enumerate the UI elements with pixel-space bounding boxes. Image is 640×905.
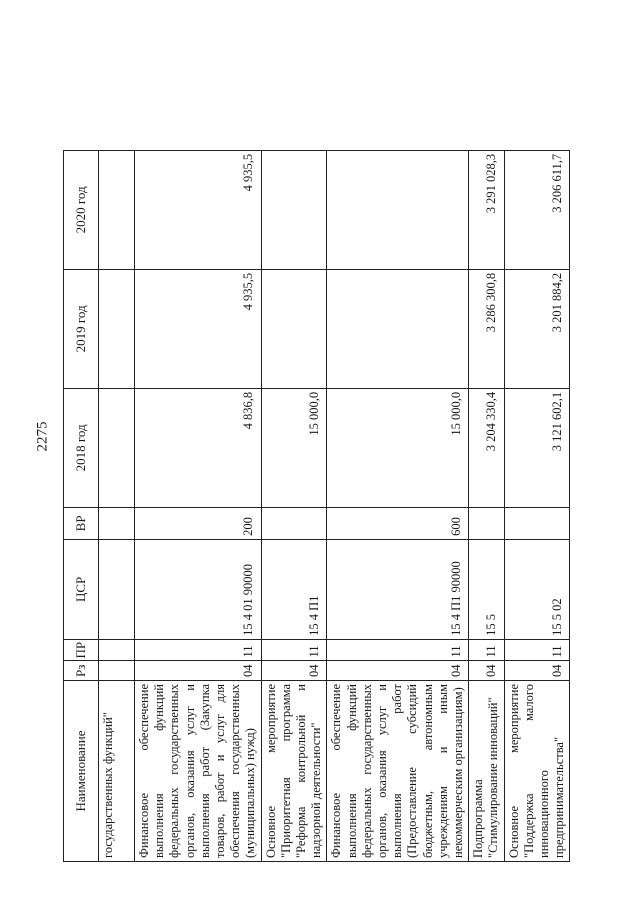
table-row bbox=[99, 150, 135, 861]
row-vr bbox=[504, 507, 570, 539]
row-2020 bbox=[261, 150, 327, 269]
row-2019: 3 286 300,8 bbox=[469, 269, 504, 388]
header-csr: ЦСР bbox=[64, 539, 99, 639]
header-vr: ВР bbox=[64, 507, 99, 539]
row-name: Финансовое обеспечение выполнения функций федеральных государственных органов, оказания услуг и выполнения работ (Предоставление субсидий бюджетным, автономным учреждениям и иным некоммерческим организациям) bbox=[327, 681, 469, 862]
row-2020 bbox=[327, 150, 469, 269]
row-csr: 15 5 bbox=[469, 539, 504, 639]
header-name: Наименование bbox=[64, 681, 99, 862]
row-rz: 04 bbox=[135, 661, 262, 681]
row-csr: 15 4 П1 bbox=[261, 539, 327, 639]
page-number: 2275 bbox=[34, 421, 51, 452]
row-2019: 4 935,5 bbox=[135, 269, 262, 388]
row-csr bbox=[99, 539, 135, 639]
row-name: Основное мероприятие "Приоритетная программа "Реформа контрольной и надзорной деятельности" bbox=[261, 681, 327, 862]
row-rz: 04 bbox=[261, 661, 327, 681]
row-2019: 3 201 884,2 bbox=[504, 269, 570, 388]
table-row bbox=[469, 150, 504, 861]
row-vr: 600 bbox=[327, 507, 469, 539]
header-2018: 2018 год bbox=[64, 388, 99, 507]
row-name: Подпрограмма "Стимулирование инноваций" bbox=[469, 681, 504, 862]
row-pr: 11 bbox=[327, 639, 469, 661]
row-pr bbox=[99, 639, 135, 661]
row-name: государственных функций" bbox=[99, 681, 135, 862]
row-pr: 11 bbox=[504, 639, 570, 661]
row-rz: 04 bbox=[469, 661, 504, 681]
row-2019 bbox=[261, 269, 327, 388]
row-2020: 3 291 028,3 bbox=[469, 150, 504, 269]
row-vr bbox=[99, 507, 135, 539]
header-row bbox=[64, 150, 99, 861]
row-pr: 11 bbox=[261, 639, 327, 661]
row-vr: 200 bbox=[135, 507, 262, 539]
header-2019: 2019 год bbox=[64, 269, 99, 388]
header-2020: 2020 год bbox=[64, 150, 99, 269]
row-2018: 15 000,0 bbox=[327, 388, 469, 507]
row-2018 bbox=[99, 388, 135, 507]
row-vr bbox=[469, 507, 504, 539]
row-2020: 3 206 611,7 bbox=[504, 150, 570, 269]
table-row bbox=[135, 150, 262, 861]
table-row bbox=[504, 150, 570, 861]
row-vr bbox=[261, 507, 327, 539]
row-csr: 15 5 02 bbox=[504, 539, 570, 639]
row-2018: 4 836,8 bbox=[135, 388, 262, 507]
row-2020 bbox=[99, 150, 135, 269]
budget-table bbox=[63, 150, 570, 862]
row-pr: 11 bbox=[469, 639, 504, 661]
row-csr: 15 4 01 90000 bbox=[135, 539, 262, 639]
row-2019 bbox=[327, 269, 469, 388]
row-pr: 11 bbox=[135, 639, 262, 661]
row-2018: 3 121 602,1 bbox=[504, 388, 570, 507]
row-2018: 3 204 330,4 bbox=[469, 388, 504, 507]
row-rz: 04 bbox=[327, 661, 469, 681]
row-name: Финансовое обеспечение выполнения функций федеральных государственных органов, оказания услуг и выполнения работ (Закупка товаров, работ и услуг для обеспечения государственных (муниципальных) нужд) bbox=[135, 681, 262, 862]
row-rz: 04 bbox=[504, 661, 570, 681]
table-row bbox=[327, 150, 469, 861]
row-2020: 4 935,5 bbox=[135, 150, 262, 269]
row-name: Основное мероприятие "Поддержка малого инновационного предпринимательства" bbox=[504, 681, 570, 862]
row-csr: 15 4 П1 90000 bbox=[327, 539, 469, 639]
table-row bbox=[261, 150, 327, 861]
header-rz: Рз bbox=[64, 661, 99, 681]
row-2018: 15 000,0 bbox=[261, 388, 327, 507]
header-pr: ПР bbox=[64, 639, 99, 661]
row-rz bbox=[99, 661, 135, 681]
row-2019 bbox=[99, 269, 135, 388]
